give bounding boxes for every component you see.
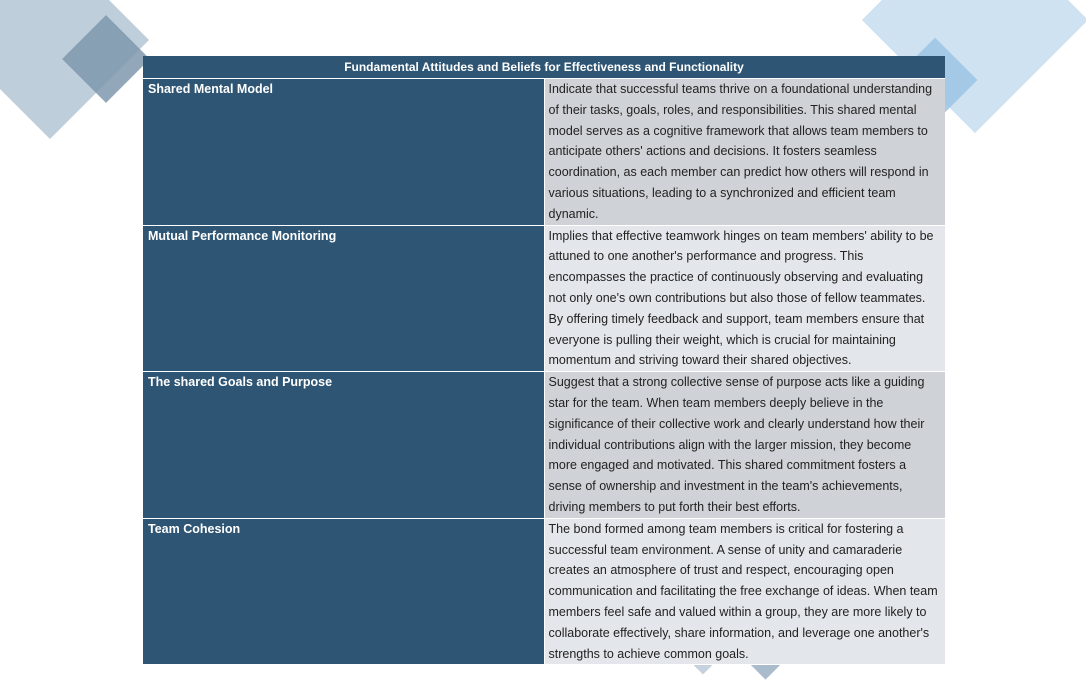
row-description: Indicate that successful teams thrive on a foundational understanding of their tasks, goals, roles, and responsibilities. This shared mental model serves as a cognitive framework that allows team members to anticipate others' actions and decisions. It fosters seamless coordination, as each member can predict how others will respond in various situations, leading to a synchronized and efficient team dynamic. [544, 79, 945, 226]
table-title: Fundamental Attitudes and Beliefs for Effectiveness and Functionality [143, 56, 945, 79]
row-description: Suggest that a strong collective sense of purpose acts like a guiding star for the team. When team members deeply believe in the significance of their collective work and clearly understand how their individual contributions align with the larger mission, they become more engaged and motivated. This shared commitment fosters a sense of ownership and investment in the team's achievements, driving members to put forth their best efforts. [544, 372, 945, 519]
table-header-row [143, 56, 945, 79]
row-label: Mutual Performance Monitoring [143, 225, 544, 372]
row-label: The shared Goals and Purpose [143, 372, 544, 519]
row-description: Implies that effective teamwork hinges on team members' ability to be attuned to one another's performance and progress. This encompasses the practice of continuously observing and evaluating not only one's own contributions but also those of fellow teammates. By offering timely feedback and support, team members ensure that everyone is pulling their weight, which is crucial for maintaining momentum and striving toward their shared objectives. [544, 225, 945, 372]
row-label: Team Cohesion [143, 518, 544, 665]
table-row [143, 372, 945, 519]
table-row [143, 225, 945, 372]
attitudes-table-container [143, 56, 945, 665]
table-row [143, 79, 945, 226]
attitudes-table [143, 56, 945, 665]
row-description: The bond formed among team members is critical for fostering a successful team environment. A sense of unity and camaraderie creates an atmosphere of trust and respect, encouraging open communication and facilitating the free exchange of ideas. When team members feel safe and valued within a group, they are more likely to collaborate effectively, share information, and leverage one another's strengths to achieve common goals. [544, 518, 945, 665]
row-label: Shared Mental Model [143, 79, 544, 226]
table-row [143, 518, 945, 665]
